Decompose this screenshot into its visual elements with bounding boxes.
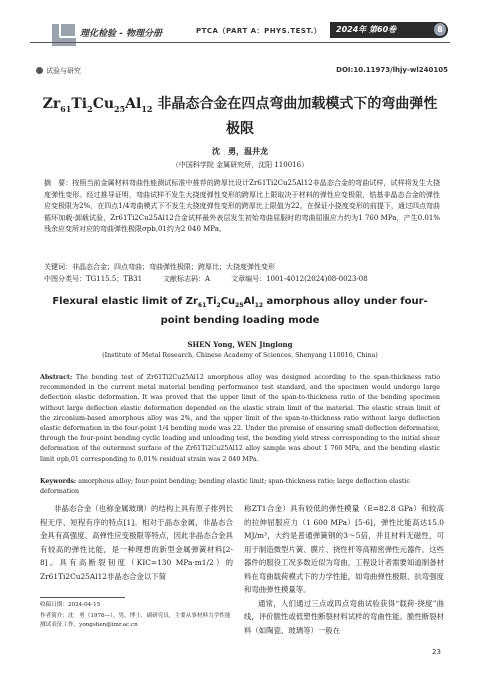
page-number: 23	[432, 648, 441, 656]
body-right-paragraph-2: 通常，人们通过三点或四点弯曲试验获得“载荷-挠度”曲线，评价脆性或低塑性断裂材料试样的弯曲性能。脆性断裂材料（如陶瓷、玻璃等）一般在	[244, 598, 444, 635]
doi-link[interactable]: DOI:10.11973/lhjy-wl240105	[336, 66, 448, 74]
body-right-paragraph-1: 称ZT1合金）具有较低的弹性模量（E=82.8 GPa）和较高的拉伸屈服应力（1 600 MPa）[5-6]，弹性比能高达15.0 MJ/m³，大约是普通弹簧钢的3～5倍，并且材料无磁性，可用于制造微型片簧、膜片、挠性杆等高精密弹性元器件。这些器件的服役工况多数近似为弯曲，工程设计者需要知道制备材料在弯曲载荷模式下的力学性能，如弯曲弹性极限、抗弯强度和弯曲弹性模量等。	[244, 504, 444, 594]
classification-cn: 中图分类号：TG115.5；TB31 文献标志码：A 文章编号：1001-4012(2024)08-0023-08	[44, 275, 368, 283]
volume-label: 2024年 第60卷	[336, 25, 397, 34]
footnote-author: 作者简介：沈 勇（1976—），男，博士，副研究员，主要从事材料力学性能测试表征工作，yongshen@imr.ac.cn	[40, 613, 231, 628]
footnote-rule	[40, 597, 125, 598]
abstract-en	[40, 373, 440, 465]
authors-en: SHEN Yong, WEN Jinglong	[187, 340, 293, 349]
authors-cn: 沈 勇，温井龙	[212, 146, 268, 156]
abstract-en-label: Abstract:	[40, 374, 73, 381]
issue-badge: 8	[434, 23, 446, 36]
abstract-en-text: The bending test of Zr61Ti2Cu25Al12 amorphous alloy was designed according to the span-thickness ratio recommended in the current metal material bending performance test standard, and the specimen would undergo large deflection elastic deformation. It was proved that the upper limit of the span-to-thickness ratio of the bending specimen without large deflection elastic deformation depended on the elastic strain limit of the material. The elastic strain limit of the zirconium-based amorphous alloy was 2%, and the upper limit of the span-to-thickness ratio without large deflection elastic deformation in the four-point 1/4 bending mode was 22. Under the premise of ensuring small deflection deformation, through the four-point bending cyclic loading and unloading test, the bending yield stress corresponding to the initial shear deformation of the outermost surface of the Zr61Ti2Cu25Al12 alloy sample was about 1 760 MPa, and the bending elastic limit σpb,01 corresponding to 0.01% residual strain was 2 040 MPa.	[40, 374, 440, 463]
body-left-column: 非晶态合金（也称金属玻璃）的结构上具有原子排列长程无序、短程有序的特点[1]。相对于晶态金属，非晶态合金具有高强度、高弹性应变极限等特点，因此非晶态合金具有较高的弹性比能，是一种理想的新型金属弹簧材料[2-8]。具有高断裂韧度（KIC=130 MPa·m1/2）的Zr61Ti2Cu25Al12非晶态合金以下简	[40, 504, 233, 581]
body-right-column	[244, 502, 444, 637]
column-tag: 试验与研究	[36, 66, 81, 76]
article-title-cn: $Zr_{61}Ti_2Cu_{25}Al_{12}$ 非晶态合金在四点弯曲加载模式下的弯曲弹性极限	[42, 96, 438, 137]
header-rule	[30, 42, 450, 43]
keywords-en	[40, 477, 440, 497]
article-title-en: Flexural elastic limit of $Zr_{61}Ti_2Cu_{25}Al_{12}$ amorphous alloy under four-point bending loading mode	[52, 296, 428, 326]
keywords-en-text: amorphous alloy; four-point bending; bending elastic limit; span-thickness ratio; large deflection elastic deformation	[40, 478, 410, 496]
keywords-cn: 关键词：非晶态合金；四点弯曲；弯曲弹性极限；跨厚比；大挠度弹性变形	[44, 263, 275, 271]
footnote-received: 收稿日期：2024-04-15	[40, 602, 101, 608]
abstract-cn: 摘 要：按照当前金属材料弯曲性能测试标准中推荐的跨厚比设计Zr61Ti2Cu25Al12非晶态合金的弯曲试样，试样将发生大挠度弹性变形。经过推导证明，弯曲试样不发生大挠度弹性变形的跨厚比上限取决于材料的弹性应变极限，锆基非晶态合金的弹性应变极限为2%，在四点1/4弯曲模式下不发生大挠度弹性变形的跨厚比上限值为22。在保证小挠度变形的前提下，通过四点弯曲循环加载-卸载试验，Zr61Ti2Cu25Al12合金试样最外表层发生初始弯曲屈服时的弯曲屈服应力约为1 760 MPa，产生0.01%残余应变所对应的弯曲弹性极限σpb,01约为2 040 MPa。	[44, 179, 440, 234]
affiliation-en: (Institute of Metal Research, Chinese Academy of Sciences, Shenyang 110016, China)	[102, 352, 378, 359]
affiliation-cn: （中国科学院 金属研究所，沈阳 110016）	[171, 161, 309, 169]
journal-title-cn: 理化检验 - 物理分册	[80, 29, 163, 39]
journal-title-en: PTCA（PART A：PHYS.TEST.）	[196, 27, 322, 35]
keywords-en-label: Keywords:	[40, 478, 77, 485]
